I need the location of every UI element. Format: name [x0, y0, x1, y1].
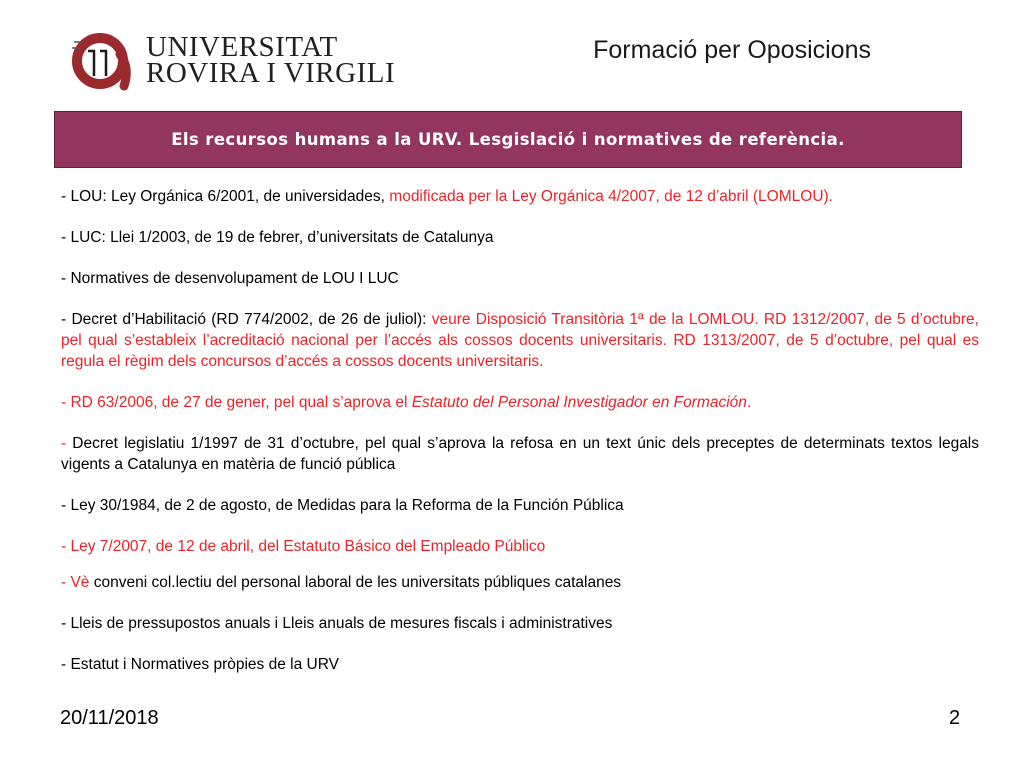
list-item-luc: - LUC: Llei 1/2003, de 19 de febrer, d’universitats de Catalunya — [61, 229, 494, 246]
logo-line-rovira: ROVIRA I VIRGILI — [146, 57, 396, 89]
list-item-pressupostos: - Lleis de pressupostos anuals i Lleis anuals de mesures fiscals i administratives — [61, 615, 613, 632]
references-list — [61, 186, 979, 675]
list-item-ley-30-1984: - Ley 30/1984, de 2 de agosto, de Medidas para la Reforma de la Función Pública — [61, 497, 624, 514]
section-banner — [54, 111, 962, 168]
university-logo — [66, 26, 396, 92]
page-header-title: Formació per Oposicions — [593, 36, 871, 64]
footer-date: 20/11/2018 — [60, 707, 159, 729]
list-item-decret-habilitacio: - Decret d’Habilitació (RD 774/2002, de 26 de juliol): veure Disposició Transitòria 1ª de la LOMLOU. RD 1312/2007, de 5 d’octubre, pel qual s’estableix l’acreditació nacional per l’accés als cossos docents universitaris. RD 1313/2007, de 5 d’octubre, pel qual es regula el règim dels concursos d’accés a cossos docents universitaris. — [61, 311, 979, 370]
list-item-estatut: - Estatut i Normatives pròpies de la URV — [61, 656, 339, 673]
list-item-ebep: - Ley 7/2007, de 12 de abril, del Estatuto Básico del Empleado Público — [61, 538, 546, 555]
page-number: 2 — [949, 707, 961, 729]
list-item-lou: - LOU: Ley Orgánica 6/2001, de universidades, modificada per la Ley Orgánica 4/2007, de 12 d’abril (LOMLOU). — [61, 188, 833, 205]
list-item-conveni: - Vè conveni col.lectiu del personal laboral de les universitats públiques catalanes — [61, 574, 622, 591]
list-item-decret-legislatiu: - Decret legislatiu 1/1997 de 31 d’octubre, pel qual s’aprova la refosa en un text únic dels preceptes de determinats textos legals vigents a Catalunya en matèria de funció pública — [61, 435, 980, 473]
list-item-rd-63-2006: - RD 63/2006, de 27 de gener, pel qual s’aprova el Estatuto del Personal Investigador en Formación. — [61, 394, 752, 411]
banner-title: Els recursos humans a la URV. Lesgislació i normatives de referència. — [171, 130, 845, 149]
list-item-normatives: - Normatives de desenvolupament de LOU I LUC — [61, 270, 399, 287]
logo-line-university: UNIVERSITAT — [146, 31, 338, 63]
urv-emblem-icon — [66, 26, 136, 92]
